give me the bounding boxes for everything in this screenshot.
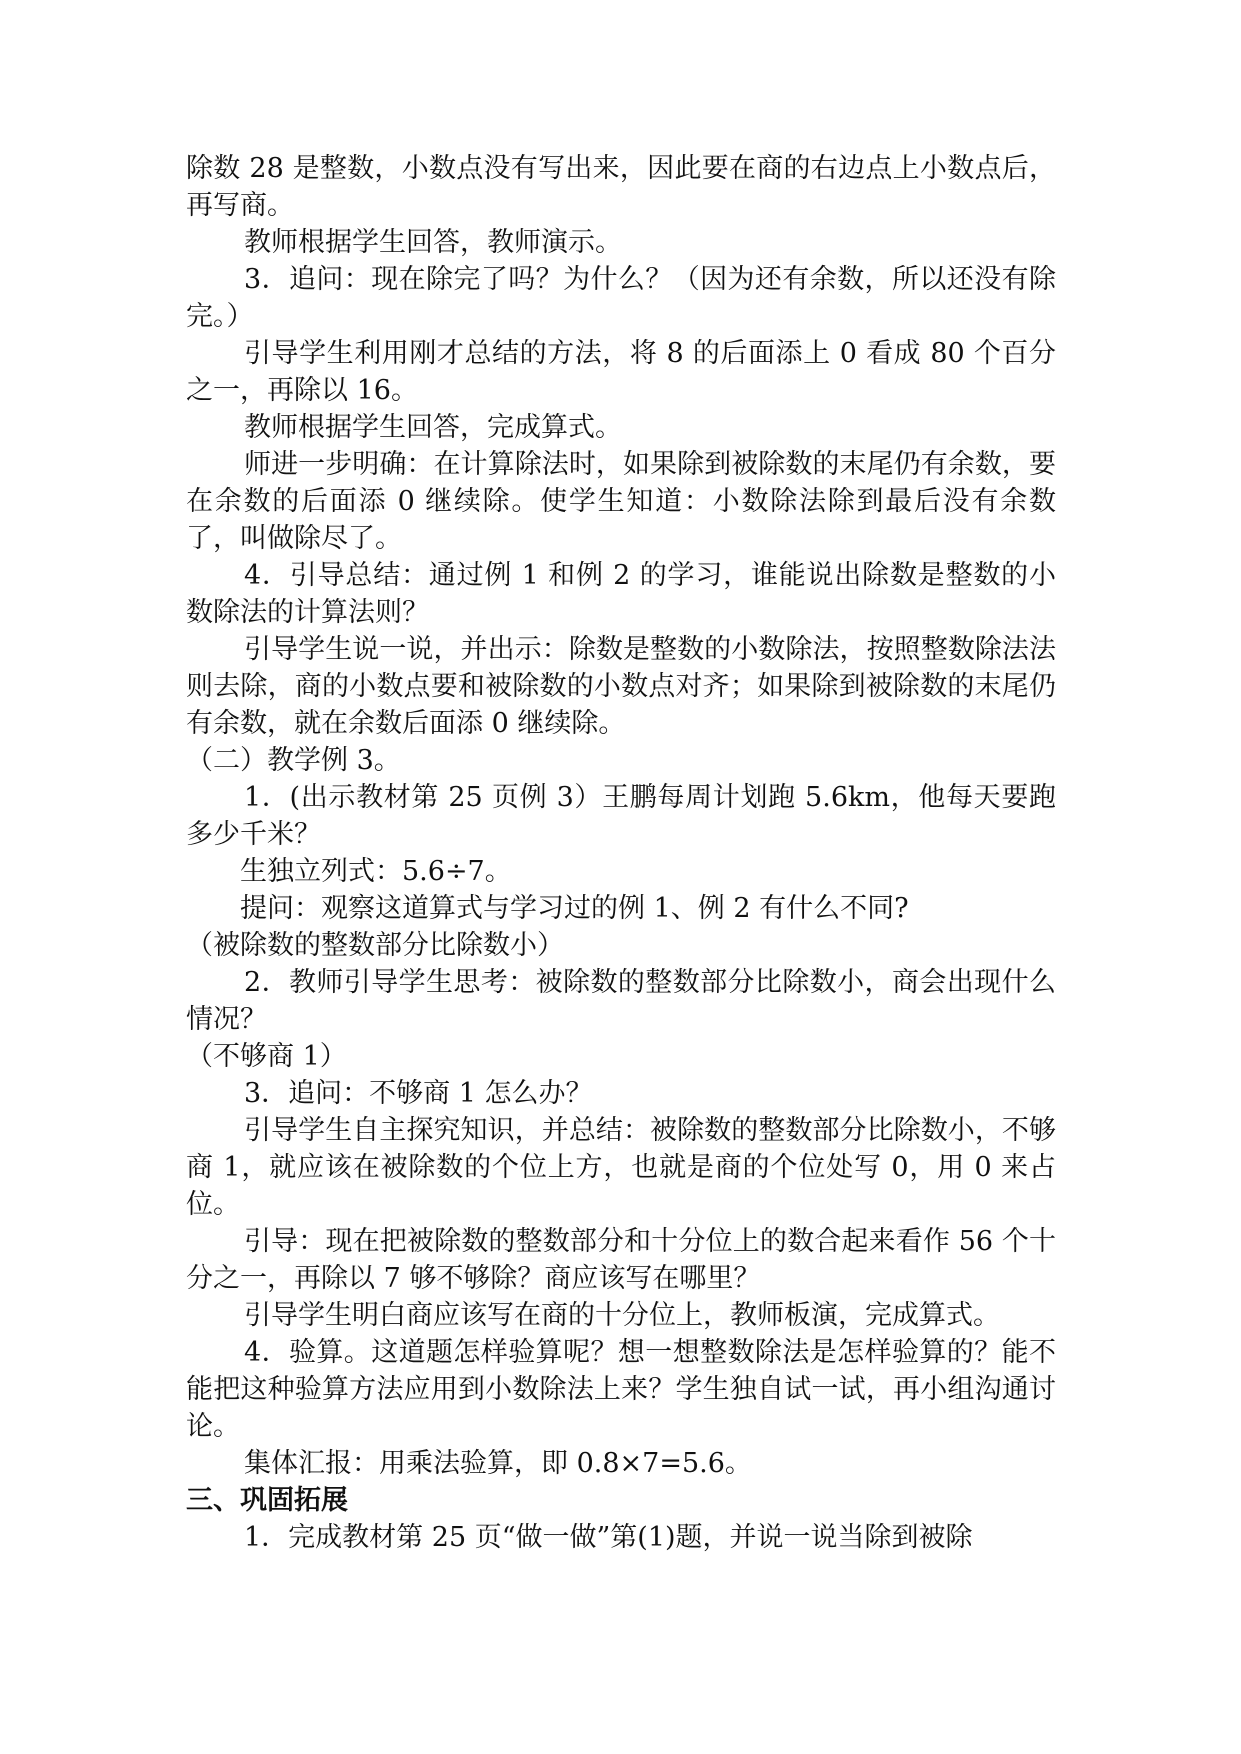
paragraph: 引导：现在把被除数的整数部分和十分位上的数合起来看作 56 个十分之一，再除以 7 够不够除？商应该写在哪里？ (186, 1226, 1056, 1294)
paragraph: 4．验算。这道题怎样验算呢？想一想整数除法是怎样验算的？能不能把这种验算方法应用到小数除法上来？学生独自试一试，再小组沟通讨论。 (186, 1337, 1056, 1442)
paragraph: 教师根据学生回答，教师演示。 (244, 227, 622, 258)
paragraph: 引导学生自主探究知识，并总结：被除数的整数部分比除数小，不够商 1，就应该在被除数的个位上方，也就是商的个位处写 0，用 0 来占位。 (186, 1115, 1056, 1220)
paragraph: 4．引导总结：通过例 1 和例 2 的学习，谁能说出除数是整数的小数除法的计算法则？ (186, 560, 1056, 628)
paragraph: 提问：观察这道算式与学习过的例 1、例 2 有什么不同? (240, 893, 909, 924)
paragraph: 1．完成教材第 25 页“做一做”第(1)题，并说一说当除到被除 (244, 1522, 973, 1553)
paragraph: 2．教师引导学生思考：被除数的整数部分比除数小，商会出现什么情况？ (186, 967, 1056, 1035)
paragraph: 引导学生利用刚才总结的方法，将 8 的后面添上 0 看成 80 个百分之一，再除以 16。 (186, 338, 1056, 406)
paragraph: 教师根据学生回答，完成算式。 (244, 412, 622, 443)
section-heading: 三、巩固拓展 (186, 1485, 348, 1516)
paragraph: （不够商 1） (186, 1041, 347, 1072)
paragraph: 除数 28 是整数，小数点没有写出来，因此要在商的右边点上小数点后，再写商。 (186, 153, 1056, 221)
paragraph: 引导学生明白商应该写在商的十分位上，教师板演，完成算式。 (244, 1300, 1000, 1331)
paragraph: 1．(出示教材第 25 页例 3）王鹏每周计划跑 5.6km，他每天要跑多少千米？ (186, 782, 1056, 850)
paragraph: 集体汇报：用乘法验算，即 0.8×7=5.6。 (244, 1448, 752, 1479)
document-body (186, 150, 1056, 1556)
paragraph: 师进一步明确：在计算除法时，如果除到被除数的末尾仍有余数，要在余数的后面添 0 继续除。使学生知道：小数除法除到最后没有余数了，叫做除尽了。 (186, 449, 1056, 554)
paragraph: 3．追问：不够商 1 怎么办？ (244, 1078, 593, 1109)
paragraph: 生独立列式：5.6÷7。 (240, 856, 512, 887)
paragraph: 引导学生说一说，并出示：除数是整数的小数除法，按照整数除法法则去除，商的小数点要和被除数的小数点对齐；如果除到被除数的末尾仍有余数，就在余数后面添 0 继续除。 (186, 634, 1056, 739)
section-subheading: （二）教学例 3。 (186, 745, 401, 776)
paragraph: 3．追问：现在除完了吗？为什么？（因为还有余数，所以还没有除完。） (186, 264, 1056, 332)
paragraph: （被除数的整数部分比除数小） (186, 930, 564, 961)
